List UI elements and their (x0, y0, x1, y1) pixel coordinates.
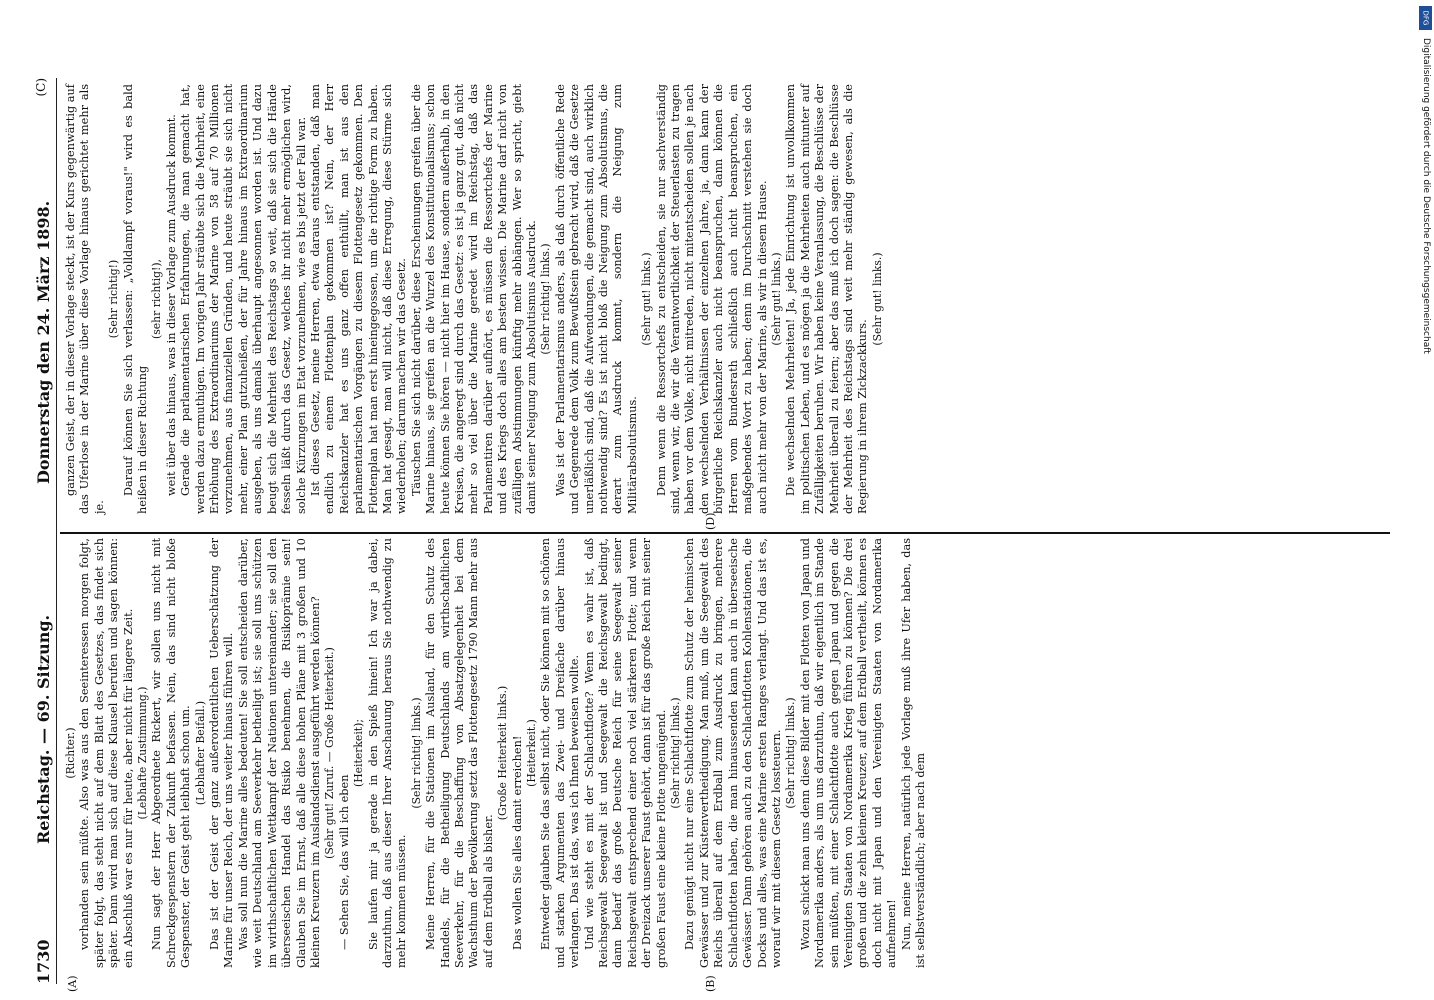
paragraph: — Sehen Sie, das will ich eben (337, 774, 351, 950)
paragraph: vorhanden sein müßte. Also was aus den Seeinteressen morgen folgt, später folgt, das steht nicht auf dem Blatt des Gesetzes, das findet sich später. Dann wird man sich auf diese Klausel berufen und sagen können: ein Abschluß war es nur für heute, aber nicht für längere Zeit. (78, 538, 135, 968)
page-header (34, 78, 56, 984)
margin-mark-d: (D) (704, 512, 717, 530)
paragraph: Was ist der Parlamentarismus anders, als daß durch öffentliche Rede und Gegenrede dem Volk zum Bewußtsein gebracht wird, daß die Gesetze unerläßlich sind, daß die Aufwendungen, die gemacht sind, auch wirklich nothwendig sind? Es ist nicht bloß die Neigung zum Absolutismus, die derart zum Ausdruck kommt, sondern die Neigung zum Militärabsolutismus. (553, 84, 639, 514)
session-date: Donnerstag den 24. März 1898. (34, 200, 53, 484)
document-page (4, 66, 1404, 996)
interjection: (Sehr richtig!) (107, 259, 121, 339)
interjection: (Heiterkeit); (352, 719, 366, 787)
digitization-credit (1419, 8, 1433, 994)
left-column (64, 538, 928, 968)
session-title: Reichstag. — 69. Sitzung. (34, 614, 53, 844)
paragraph: Sie laufen mir ja gerade in den Spieß hinein! Ich war ja dabei, darzuthun, daß aus dieser Ihrer Anschauung heraus Sie nothwendig zu mehr kommen müssen. (366, 538, 409, 968)
paragraph: Gerade die parlamentarischen Erfahrungen, die man gemacht hat, werden dazu ermuthigen. Im vorigen Jahr sträubte sich die Mehrheit, eine Erhöhung des Extraordinariums der Marine von 58 auf 70 Millionen vorzunehmen, aus finanziellen Gründen, und heute sträubt sie sich nicht mehr, einer Plan gutzuheißen, der für Jahre hinaus im Extraordinarium ausgeben, als uns damals überhaupt angesonnen worden ist. Und dazu beugt sich die Mehrheit des Reichstags so weit, daß sie sich die Hände fesseln läßt durch das Gesetz, welches ihr nicht mehr ermöglichen wird, solche Kürzungen im Etat vorzunehmen, wie es bis jetzt der Fall war. (179, 84, 308, 514)
interjection: (Sehr richtig! links.) (784, 697, 798, 809)
paragraph: weit über das hinaus, was in dieser Vorlage zum Ausdruck kommt. (164, 114, 178, 496)
interjection: (Sehr gut! links.) (870, 252, 884, 346)
interjection: (Richter.) (64, 727, 77, 779)
interjection: (Sehr gut! links.) (769, 252, 783, 346)
paragraph: Darauf können Sie sich verlassen: „Volldampf voraus!" wird es bald heißen in dieser Richtung (121, 84, 150, 514)
paragraph: Täuschen Sie sich nicht darüber, diese Erscheinungen greifen über die Marine hinaus, sie greifen an die Wurzel des Konstitutionalismus; schon heute können Sie hören — nicht hier im Hause, sondern außerhalb, in den Kreisen, die angeregt sind durch das Gesetz: es ist ja ganz gut, daß nicht mehr so viel über die Marine geredet wird im Reichstag, daß das Parlamentiren darüber aufhört, es müssen die Ressortchefs der Marine und des Kriegs doch alles am besten wissen. Die Marine darf nicht von zufälligen Abstimmungen künftig mehr abhängen. Wer so spricht, giebt damit seiner Neigung zum Absolutismus Ausdruck. (409, 84, 538, 514)
paragraph: Ist dieses Gesetz, meine Herren, etwa daraus entstanden, daß man endlich zu einem Flottenplan gekommen ist? Nein, der Herr Reichskanzler hat es uns ganz offen enthüllt, man ist aus den parlamentarischen Vorgängen zu diesem Flottengesetz gekommen. Den Flottenplan hat man erst hineingegossen, um die richtige Form zu haben. Man hat gesagt, man will nicht, daß diese Erregung, diese Stürme sich wiederholen; darum machen wir das Gesetz. (308, 84, 409, 514)
paragraph: Denn wenn die Ressortchefs zu entscheiden, sie nur sachverständig sind, wenn wir, die wir die Verantwortlichkeit der Steuerlasten zu tragen haben vor dem Volke, nicht mitreden, nicht mitentscheiden sollen je nach den wechselnden Verhältnissen der einzelnen Jahre, ja, dann kann der bürgerliche Reichskanzler auch nicht beanspruchen, dann können die Herren vom Bundesrath schließlich auch nicht beanspruchen, ein maßgebendes Wort zu haben; denn im Durchschnitt verstehen sie doch auch nicht mehr von der Marine, als wir in diesem Hause. (654, 84, 769, 514)
section-mark-c: (C) (34, 78, 48, 97)
paragraph: Wozu schickt man uns denn diese Bilder mit den Flotten von Japan und Nordamerika anders, als um uns darzuthun, daß wir eigentlich im Stande sein müßten, mit einer Schlachtflotte auch gegen Japan und gegen die Vereinigten Staaten von Nordamerika Krieg führen zu können? Die drei großen und die zehn kleinen Kreuzer, auf dem Erdball vertheilt, können es doch nicht mit Japan und den Vereinigten Staaten von Nordamerika aufnehmen! (798, 538, 899, 968)
interjection: (sehr richtig!), (150, 259, 164, 339)
paragraph: Und wie steht es mit der Schlachtflotte? Wenn es wahr ist, daß Reichsgewalt Seegewalt ist und Seegewalt die Reichsgewalt bedingt, dann bedarf das große Deutsche Reich für seine Seegewalt seiner Reichsgewalt entsprechend einer noch viel stärkeren Flotte; und wenn der Dreizack unserer Faust gehört, dann ist für das große Reich mit seiner großen Faust eine kleine Flotte ungenügend. (582, 538, 668, 968)
interjection: (Lebhafte Zustimmung.) (136, 686, 150, 820)
interjection: (Lebhafter Beifall.) (193, 700, 207, 806)
interjection: (Sehr richtig! links.) (409, 697, 423, 809)
paragraph: Das ist der Geist der ganz außerordentlichen Ueberschätzung der Marine für unser Reich, der uns weiter hinaus führen will. (208, 538, 236, 968)
right-column (64, 84, 885, 514)
interjection: (Sehr richtig! links.) (669, 697, 683, 809)
dfg-logo: DFG (1419, 6, 1432, 30)
paragraph: Dazu genügt nicht nur eine Schlachtflotte zum Schutz der heimischen Gewässer und zur Küstenvertheidigung. Man muß, um die Seegewalt des Reichs überall auf dem Erdball zum Ausdruck zu bringen, mehrere Schlachtflotten haben, die man hinaussenden kann auch in überseeische Gewässer. Dann gehören auch zu den Schlachtflotten Kohlenstationen, die Docks und alles, was eine Marine ersten Ranges verlangt. Und das ist es, worauf wir mit diesem Gesetz lossteuern. (683, 538, 783, 968)
margin-mark-b: (B) (704, 975, 717, 992)
interjection: (Heiterkeit.) (525, 719, 538, 787)
interjection: (Sehr richtig! links.) (539, 243, 553, 355)
paragraph: Das wollen Sie alles damit erreichen! (510, 735, 524, 950)
page-number: 1730 (34, 939, 53, 984)
paragraph: ganzen Geist, der in dieser Vorlage steckt, ist der Kurs gegenwärtig auf das Uferlose in der Marine über diese Vorlage hinaus gerichtet mehr als je. (64, 84, 106, 514)
paragraph: Nun, meine Herren, natürlich jede Vorlage muß ihre Ufer haben, das ist selbstverständlich; aber nach dem (899, 538, 927, 968)
column-rule (60, 532, 1390, 534)
interjection: (Sehr gut! links.) (640, 252, 654, 346)
interjection: (Sehr gut! Zuruf. — Große Heiterkeit.) (323, 647, 337, 859)
margin-mark-a: (A) (66, 975, 79, 992)
paragraph: Entweder glauben Sie das selbst nicht, oder Sie können mit so schönen und starken Argumenten das Zwei- und Dreifache darüber hinaus verlangen. Das ist das, was ich Ihnen beweisen wollte. (539, 538, 582, 968)
paragraph: Nun sagt der Herr Abgeordnete Rickert, wir sollen uns nicht mit Schreckgespenstern der Zukunft befassen. Nein, das sind nicht bloße Gespenster, der Geist geht leibhaft schon um. (150, 538, 193, 968)
credit-text: Digitalisierung gefördert durch die Deutsche Forschungsgemeinschaft (1421, 38, 1431, 354)
paragraph: Meine Herren, für die Stationen im Ausland, für den Schutz des Handels, für die Betheiligung Deutschlands am wirthschaftlichen Seeverkehr, für die Beschaffung von Absatzgelegenheit bei dem Wachsthum der Bevölkerung setzt das Flottengesetz 1790 Mann mehr aus auf dem Erdball als bisher. (424, 538, 495, 968)
paragraph: Was soll nun die Marine alles bedeuten! Sie soll entscheiden darüber, wie weit Deutschland am Seeverkehr betheiligt ist; sie soll uns schützen im wirthschaftlichen Wettkampf der Nationen untereinander; sie soll den überseeischen Handel das Risiko benehmen, die Risikoprämie sein! Glauben Sie im Ernst, daß alle diese hohen Pläne mit 3 großen und 10 kleinen Kreuzern im Auslandsdienst ausgeführt werden können? (236, 538, 322, 968)
header-rule (56, 78, 57, 984)
interjection: (Große Heiterkeit links.) (496, 685, 510, 821)
paragraph: Die wechselnden Mehrheiten! Ja, jede Einrichtung ist unvollkommen im politischen Leben, und es mögen ja die Mehrheiten auch mitunter auf Zufälligkeiten beruhen. Wir haben keine Veranlassung, die Beschlüsse der Mehrheit überall zu feiern; aber das muß ich doch sagen: die Beschlüsse der Mehrheit des Reichstags sind weit mehr ständig gewesen, als die Regierung in ihrem Zickzackkurs. (784, 84, 870, 514)
